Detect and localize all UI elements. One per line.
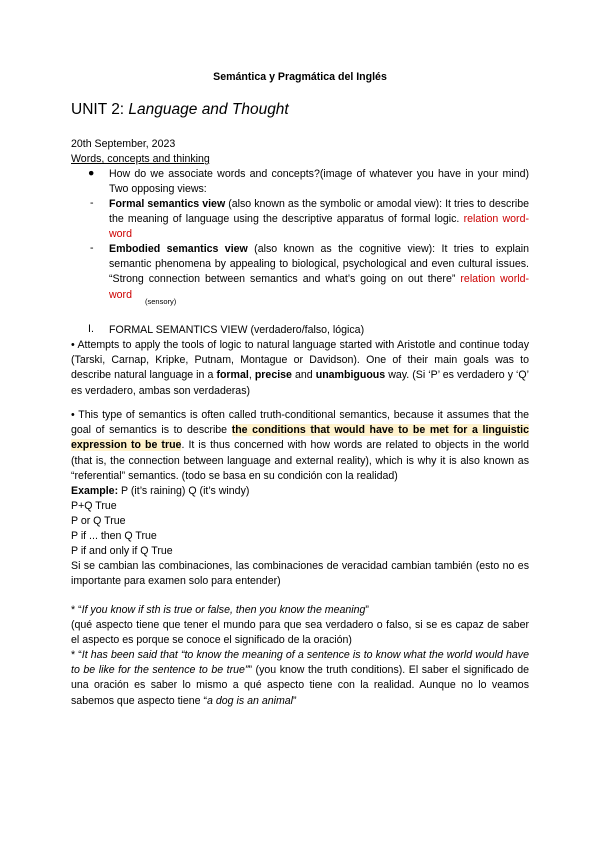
course-title: Semántica y Pragmática del Inglés (213, 71, 387, 83)
view-embodied: Embodied semantics view (also known as the cognitive view): It tries to explain semantic phenomena by appealing to biological, psychological and even cultural issues. “Strong connection between semantics and what’s going on out there” relation world-word (109, 243, 529, 301)
question-text: How do we associate words and concepts?(image of whatever you have in your mind) Two opposing views: (109, 168, 529, 196)
section-subtitle: Words, concepts and thinking (71, 153, 210, 165)
dash-icon: - (90, 197, 94, 209)
example-line: Example: P (it’s raining) Q (it’s windy) (71, 485, 250, 497)
logic-line: P or Q True (71, 515, 126, 527)
logic-line: P+Q True (71, 500, 117, 512)
unit-title: UNIT 2: Language and Thought (71, 101, 289, 118)
section-heading: FORMAL SEMANTICS VIEW (verdadero/falso, lógica) (109, 324, 365, 336)
dash-icon: - (90, 242, 94, 254)
date: 20th September, 2023 (71, 138, 176, 150)
paragraph-logic-history: • Attempts to apply the tools of logic to natural language started with Aristotle and continue today (Tarski, Carnap, Kripke, Putnam, Montague or Davidson). One of their main goals was to describe natural language in a formal, precise and unambiguous way. (Si ‘P’ es verdadero y ‘Q’ es verdadero, ambas son verdaderas) (71, 339, 529, 397)
logic-line: P if ... then Q True (71, 530, 157, 542)
section-numeral: I. (88, 323, 94, 335)
highlighted-text: the conditions that would have to be met for a linguistic expression to be true (71, 424, 529, 452)
bullet-icon: ● (88, 167, 95, 179)
quote-line: * “If you know if sth is true or false, then you know the meaning” (71, 604, 369, 616)
quote-explanation: (qué aspecto tiene que tener el mundo para que sea verdadero o falso, si se es capaz de saber el aspecto es porque se conoce el significado de la oración) (71, 619, 529, 647)
paragraph-truth-conditional: • This type of semantics is often called truth-conditional semantics, because it assumes that the goal of semantics is to describe the conditions that would have to be met for a linguistic expression to be true. It is thus concerned with how words are related to objects in the world (that is, the connection between language and external reality), which is why it is also known as “referential” semantics. (todo se basa en su condición con la realidad) (71, 409, 529, 482)
paragraph-combinations: Si se cambian las combinaciones, las combinaciones de veracidad cambian también (esto no es importante para examen solo para entender) (71, 560, 529, 588)
sensory-note: (sensory) (145, 297, 177, 306)
quote-paragraph: * “It has been said that “to know the meaning of a sentence is to know what the world would have to be like for the sentence to be true”” (you know the truth conditions). El saber el significado de una oración es saber lo mismo a qué aspecto tiene con la realidad. Aunque no lo veamos sabemos que aspecto tiene “a dog is an animal” (71, 649, 530, 707)
view-formal: Formal semantics view (also known as the symbolic or amodal view): It tries to describe the meaning of language using the descriptive apparatus of formal logic. relation word-word (109, 198, 529, 241)
logic-line: P if and only if Q True (71, 545, 173, 557)
